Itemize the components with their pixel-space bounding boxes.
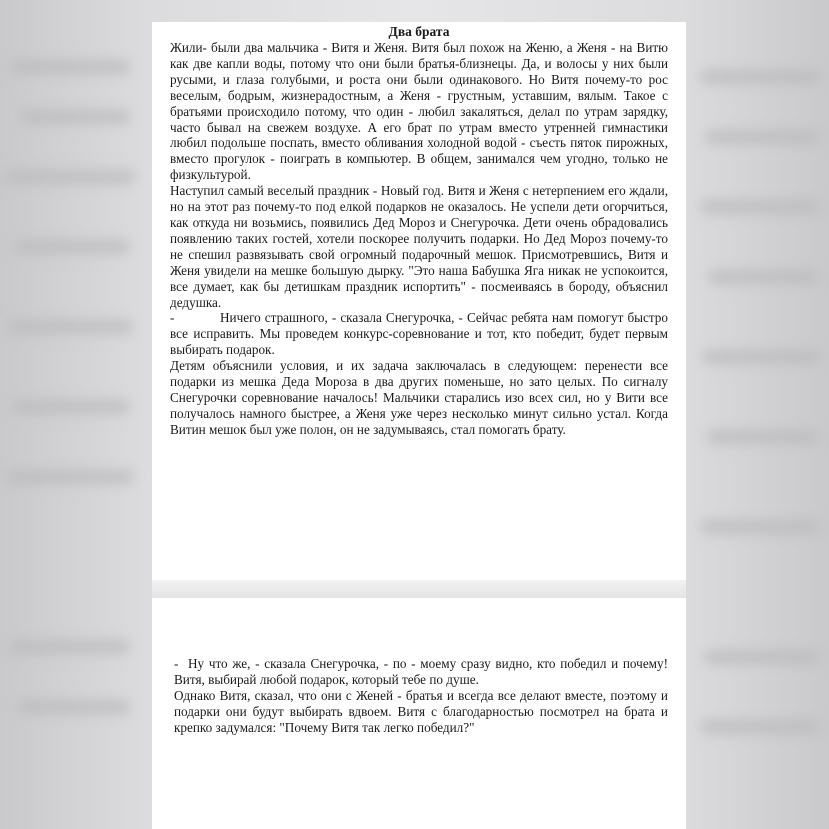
blur-line (10, 640, 130, 654)
blur-line (706, 430, 818, 444)
paragraph: Наступил самый веселый праздник - Новый год. Витя и Женя с нетерпением его ждали, но на этот раз почему-то под елкой подарков не оказалось. Не успели дети огорчиться, как откуда ни возьмись, появились Дед Мороз и Снегурочка. Дети очень обрадовались появлению таких гостей, хотели поскорее получить подарки. Но Дед Мороз почему-то не спешил развязывать свой огромный подарочный мешок. Присмотревшись, Витя и Женя увидели на мешке большую дырку. "Это наша Бабушка Яга никак не успокоится, все думает, как бы детишкам праздник испортить" - посмеиваясь в бороду, объяснил дедушка. (170, 183, 668, 310)
dialogue-paragraph (170, 310, 668, 358)
dialogue-text: Ничего страшного, - сказала Снегурочка, - Сейчас ребята нам помогут быстро все исправить. Мы проведем конкурс-соревнование и тот, кто победит, будет первым выбирать подарок. (170, 310, 668, 358)
blur-line (702, 350, 820, 364)
document-title: Два брата (388, 24, 450, 39)
dialogue-dash: - (170, 310, 175, 326)
blur-line (700, 720, 820, 734)
paragraph: Детям объяснили условия, и их задача заключалась в следующем: перенести все подарки из мешка Деда Мороза в два других поменьше, но зато целых. По сигналу Снегурочки соревнование началось! Мальчики старались изо всех сил, но у Вити все получалось намного быстрее, а Женя уже через несколько минут сильно устал. Когда Витин мешок был уже полон, он не задумываясь, стал помогать брату. (170, 358, 668, 437)
blur-line (700, 520, 820, 534)
blur-line (708, 270, 818, 284)
blur-line (12, 400, 130, 414)
blur-line (8, 320, 133, 334)
blur-line (18, 700, 130, 714)
blur-line (20, 110, 130, 124)
paragraph: Жили- были два мальчика - Витя и Женя. Витя был похож на Женю, а Женя - на Витю как две капли воды, потому что они были братья-близнецы. Да, и волосы у них были русыми, и глаза голубыми, и роста они были одинакового. Но Витя почему-то рос веселым, бодрым, жизнерадостным, а Женя - грустным, уставшим, вялым. Такое с братьями происходило потому, что один - любил закаляться, делал по утрам зарядку, часто бывал на свежем воздухе. А его брат по утрам вместо утренней гимнастики любил подольше поспать, вместо обливания холодной водой - съесть пяток пирожных, вместо прогулок - поиграть в компьютер. В общем, занимался чем угодно, только не физкультурой. (170, 40, 668, 183)
paragraph: Однако Витя, сказал, что они с Женей - братья и всегда все делают вместе, поэтому и подарки они будут выбирать вдвоем. Витя с благодарностью посмотрел на брата и крепко задумался: "Почему Витя так легко победил?" (174, 687, 668, 735)
blur-line (6, 470, 134, 484)
document-page-2 (152, 598, 686, 829)
dialogue-text: Ну что же, - сказала Снегурочка, - по - моему сразу видно, кто победил и почему! Витя, выбирай любой подарок, который тебе по душе. (174, 656, 668, 687)
dialogue-paragraph (174, 656, 668, 688)
blur-line (10, 60, 130, 74)
blur-line (700, 70, 820, 84)
blur-line (700, 200, 820, 214)
blur-line (704, 650, 820, 664)
page-gap (152, 580, 686, 598)
dialogue-dash: - (174, 656, 179, 671)
document-page-1 (152, 22, 686, 580)
blur-line (705, 130, 820, 144)
blur-line (5, 170, 135, 184)
blur-line (15, 240, 130, 254)
